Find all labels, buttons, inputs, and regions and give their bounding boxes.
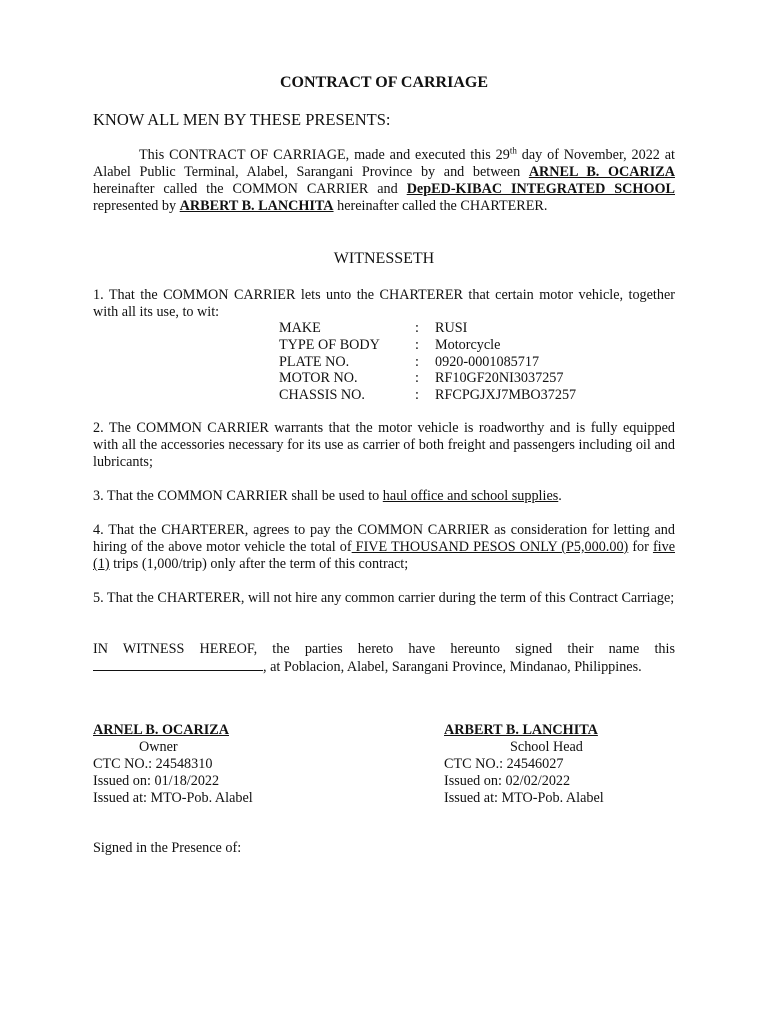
witness-presence-label: Signed in the Presence of: (93, 840, 242, 856)
clause-5: 5. That the CHARTERER, will not hire any common carrier during the term of this Contract Carriage; (93, 590, 675, 606)
clause-4-mid: for (628, 539, 653, 555)
intro-paragraph (93, 147, 675, 215)
intro-text-3: hereinafter called the COMMON CARRIER and (93, 181, 407, 197)
witness-text-end: , at Poblacion, Alabel, Sarangani Province, Mindanao, Philippines. (263, 659, 642, 675)
vehicle-value: RF10GF20NI3037257 (435, 370, 564, 387)
vehicle-sep: : (415, 387, 419, 404)
contract-amount: FIVE THOUSAND PESOS ONLY (P5,000.00) (351, 539, 629, 555)
signatory-issued-at: Issued at: MTO-Pob. Alabel (444, 790, 604, 806)
vehicle-value: RFCPGJXJ7MBO37257 (435, 387, 577, 404)
clause-1: 1. That the COMMON CARRIER lets unto the CHARTERER that certain motor vehicle, together with all its use, to wit: (93, 287, 675, 320)
vehicle-row-motor (279, 370, 576, 387)
intro-text-2: day of November, 2022 at Alabel Public Terminal, Alabel, Sarangani Province by and between (93, 147, 675, 180)
intro-superscript: th (509, 145, 517, 156)
signatory-issued-on: Issued on: 02/02/2022 (444, 773, 571, 789)
signatory-name: ARNEL B. OCARIZA (93, 722, 229, 738)
carrier-name: ARNEL B. OCARIZA (528, 164, 675, 180)
vehicle-key: MOTOR NO. (279, 370, 358, 387)
vehicle-key: PLATE NO. (279, 353, 350, 370)
signatory-issued-on: Issued on: 01/18/2022 (93, 773, 220, 789)
witnesseth-heading: WITNESSETH (333, 250, 435, 267)
vehicle-sep: : (415, 336, 419, 353)
clause-2: 2. The COMMON CARRIER warrants that the motor vehicle is roadworthy and is fully equipped with all the accessories necessary for its use as carrier of both freight and passengers including oil and lubricants; (93, 420, 675, 470)
vehicle-row-body (279, 337, 576, 354)
witness-clause (93, 641, 675, 676)
date-blank-line (93, 658, 263, 671)
vehicle-details (279, 320, 576, 404)
signatory-owner (93, 722, 253, 807)
signatory-ctc: CTC NO.: 24548310 (93, 756, 213, 772)
clause-4 (93, 522, 675, 573)
vehicle-value: 0920-0001085717 (435, 353, 540, 370)
clause-3 (93, 488, 675, 505)
clause-3-text: 3. That the COMMON CARRIER shall be used to (93, 488, 383, 504)
signatory-ctc: CTC NO.: 24546027 (444, 756, 564, 772)
vehicle-row-make (279, 320, 576, 337)
vehicle-key: MAKE (279, 320, 321, 336)
intro-text-4: represented by (93, 198, 180, 214)
clause-3-end: . (558, 488, 562, 504)
trip-count: five (1) (93, 539, 675, 572)
preamble: KNOW ALL MEN BY THESE PRESENTS: (93, 110, 391, 129)
signatory-role: School Head (510, 739, 583, 755)
document-title: CONTRACT OF CARRIAGE (279, 74, 488, 91)
clause-3-purpose: haul office and school supplies (382, 488, 559, 504)
clause-4-end: trips (1,000/trip) only after the term of this contract; (109, 556, 409, 572)
signatory-name: ARBERT B. LANCHITA (444, 722, 598, 738)
vehicle-sep: : (415, 320, 419, 336)
signatory-issued-at: Issued at: MTO-Pob. Alabel (93, 790, 253, 806)
vehicle-sep: : (415, 370, 419, 387)
vehicle-row-chassis (279, 387, 576, 404)
witness-text: IN WITNESS HEREOF, the parties hereto have hereunto signed their name this (93, 641, 675, 657)
vehicle-sep: : (415, 353, 419, 370)
clause-4-text: 4. That the CHARTERER, agrees to pay the COMMON CARRIER as consideration for letting and hiring of the above motor vehicle the total of (93, 522, 675, 555)
vehicle-row-plate (279, 354, 576, 371)
signatory-role: Owner (139, 739, 178, 755)
vehicle-value: Motorcycle (435, 336, 501, 353)
vehicle-key: TYPE OF BODY (279, 336, 380, 353)
intro-text-1: This CONTRACT OF CARRIAGE, made and executed this 29 (139, 147, 510, 163)
school-name: DepED-KIBAC INTEGRATED SCHOOL (406, 181, 675, 197)
intro-text-5: hereinafter called the CHARTERER. (333, 198, 548, 214)
vehicle-value: RUSI (435, 320, 468, 336)
signatory-school-head (444, 722, 604, 807)
representative-name: ARBERT B. LANCHITA (179, 198, 334, 214)
vehicle-key: CHASSIS NO. (279, 387, 365, 404)
